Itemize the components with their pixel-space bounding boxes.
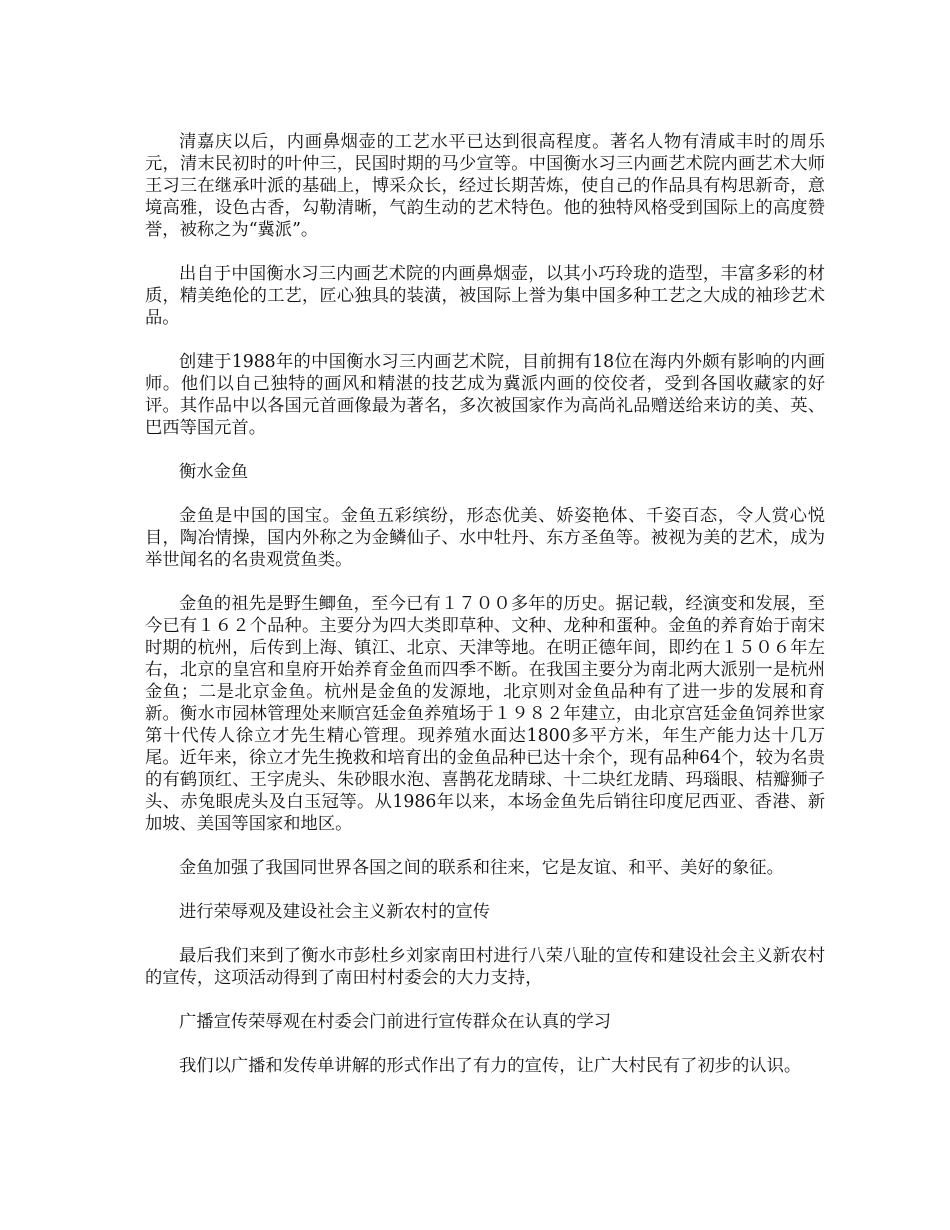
paragraph-goldfish-symbol: 金鱼加强了我国同世界各国之间的联系和往来，它是友谊、和平、美好的象征。	[179, 858, 784, 878]
section-heading-publicity: 进行荣辱观及建设社会主义新农村的宣传	[179, 902, 491, 922]
paragraph-broadcast-result: 我们以广播和发传单讲解的形式作出了有力的宣传，让广大村民有了初步的认识。	[179, 1056, 802, 1076]
paragraph-neihua-snuff-bottle: 出自于中国衡水习三内画艺术院的内画鼻烟壶，以其小巧玲珑的造型，丰富多彩的材质，精美绝伦的工艺，匠心独具的装潢，被国际上誉为集中国多种工艺之大成的袖珍艺术品。	[145, 264, 825, 328]
paragraph-art-institute: 创建于1988年的中国衡水习三内画艺术院，目前拥有18位在海内外颇有影响的内画师。他们以自己独特的画风和精湛的技艺成为冀派内画的佼佼者，受到各国收藏家的好评。其作品中以各国元首画像最为著名，多次被国家作为高尚礼品赠送给来访的美、英、巴西等国元首。	[145, 352, 825, 438]
paragraph-goldfish-intro: 金鱼是中国的国宝。金鱼五彩缤纷，形态优美、娇姿艳体、千姿百态，令人赏心悦目，陶冶情操，国内外称之为金鳞仙子、水中牡丹、东方圣鱼等。被视为美的艺术，成为举世闻名的名贵观赏鱼类。	[145, 506, 825, 570]
paragraph-goldfish-history: 金鱼的祖先是野生鲫鱼，至今已有１７００多年的历史。据记载，经演变和发展，至今已有１６２个品种。主要分为四大类即草种、文种、龙种和蛋种。金鱼的养育始于南宋时期的杭州，后传到上海、镇江、北京、天津等地。在明正德年间，即约在１５０６年左右，北京的皇宫和皇府开始养育金鱼而四季不断。在我国主要分为南北两大派别一是杭州金鱼；二是北京金鱼。杭州是金鱼的发源地，北京则对金鱼品种有了进一步的发展和育新。衡水市园林管理处来顺宫廷金鱼养殖场于１９８２年建立，由北京宫廷金鱼饲养世家第十代传人徐立才先生精心管理。现养殖水面达1800多平方米，年生产能力达十几万尾。近年来，徐立才先生挽救和培育出的金鱼品种已达十余个，现有品种64个，较为名贵的有鹤顶红、王字虎头、朱砂眼水泡、喜鹊花龙睛球、十二块红龙睛、玛瑙眼、桔瓣狮子头、赤兔眼虎头及白玉冠等。从1986年以来，本场金鱼先后销往印度尼西亚、香港、新加坡、美国等国家和地区。	[145, 594, 825, 834]
paragraph-neihua-history: 清嘉庆以后，内画鼻烟壶的工艺水平已达到很高程度。著名人物有清咸丰时的周乐元，清末民初时的叶仲三，民国时期的马少宣等。中国衡水习三内画艺术院内画艺术大师王习三在继承叶派的基础上，博采众长，经过长期苦炼，使自己的作品具有构思新奇，意境高雅，设色古香，勾勒清晰，气韵生动的艺术特色。他的独特风格受到国际上的高度赞誉，被称之为“冀派”。	[145, 132, 825, 240]
caption-broadcast: 广播宣传荣辱观在村委会门前进行宣传群众在认真的学习	[179, 1012, 612, 1032]
paragraph-village-visit: 最后我们来到了衡水市彭杜乡刘家南田村进行八荣八耻的宣传和建设社会主义新农村的宣传，这项活动得到了南田村村委会的大力支持，	[145, 946, 825, 988]
section-heading-goldfish: 衡水金鱼	[179, 462, 249, 482]
document-page	[145, 131, 825, 1099]
